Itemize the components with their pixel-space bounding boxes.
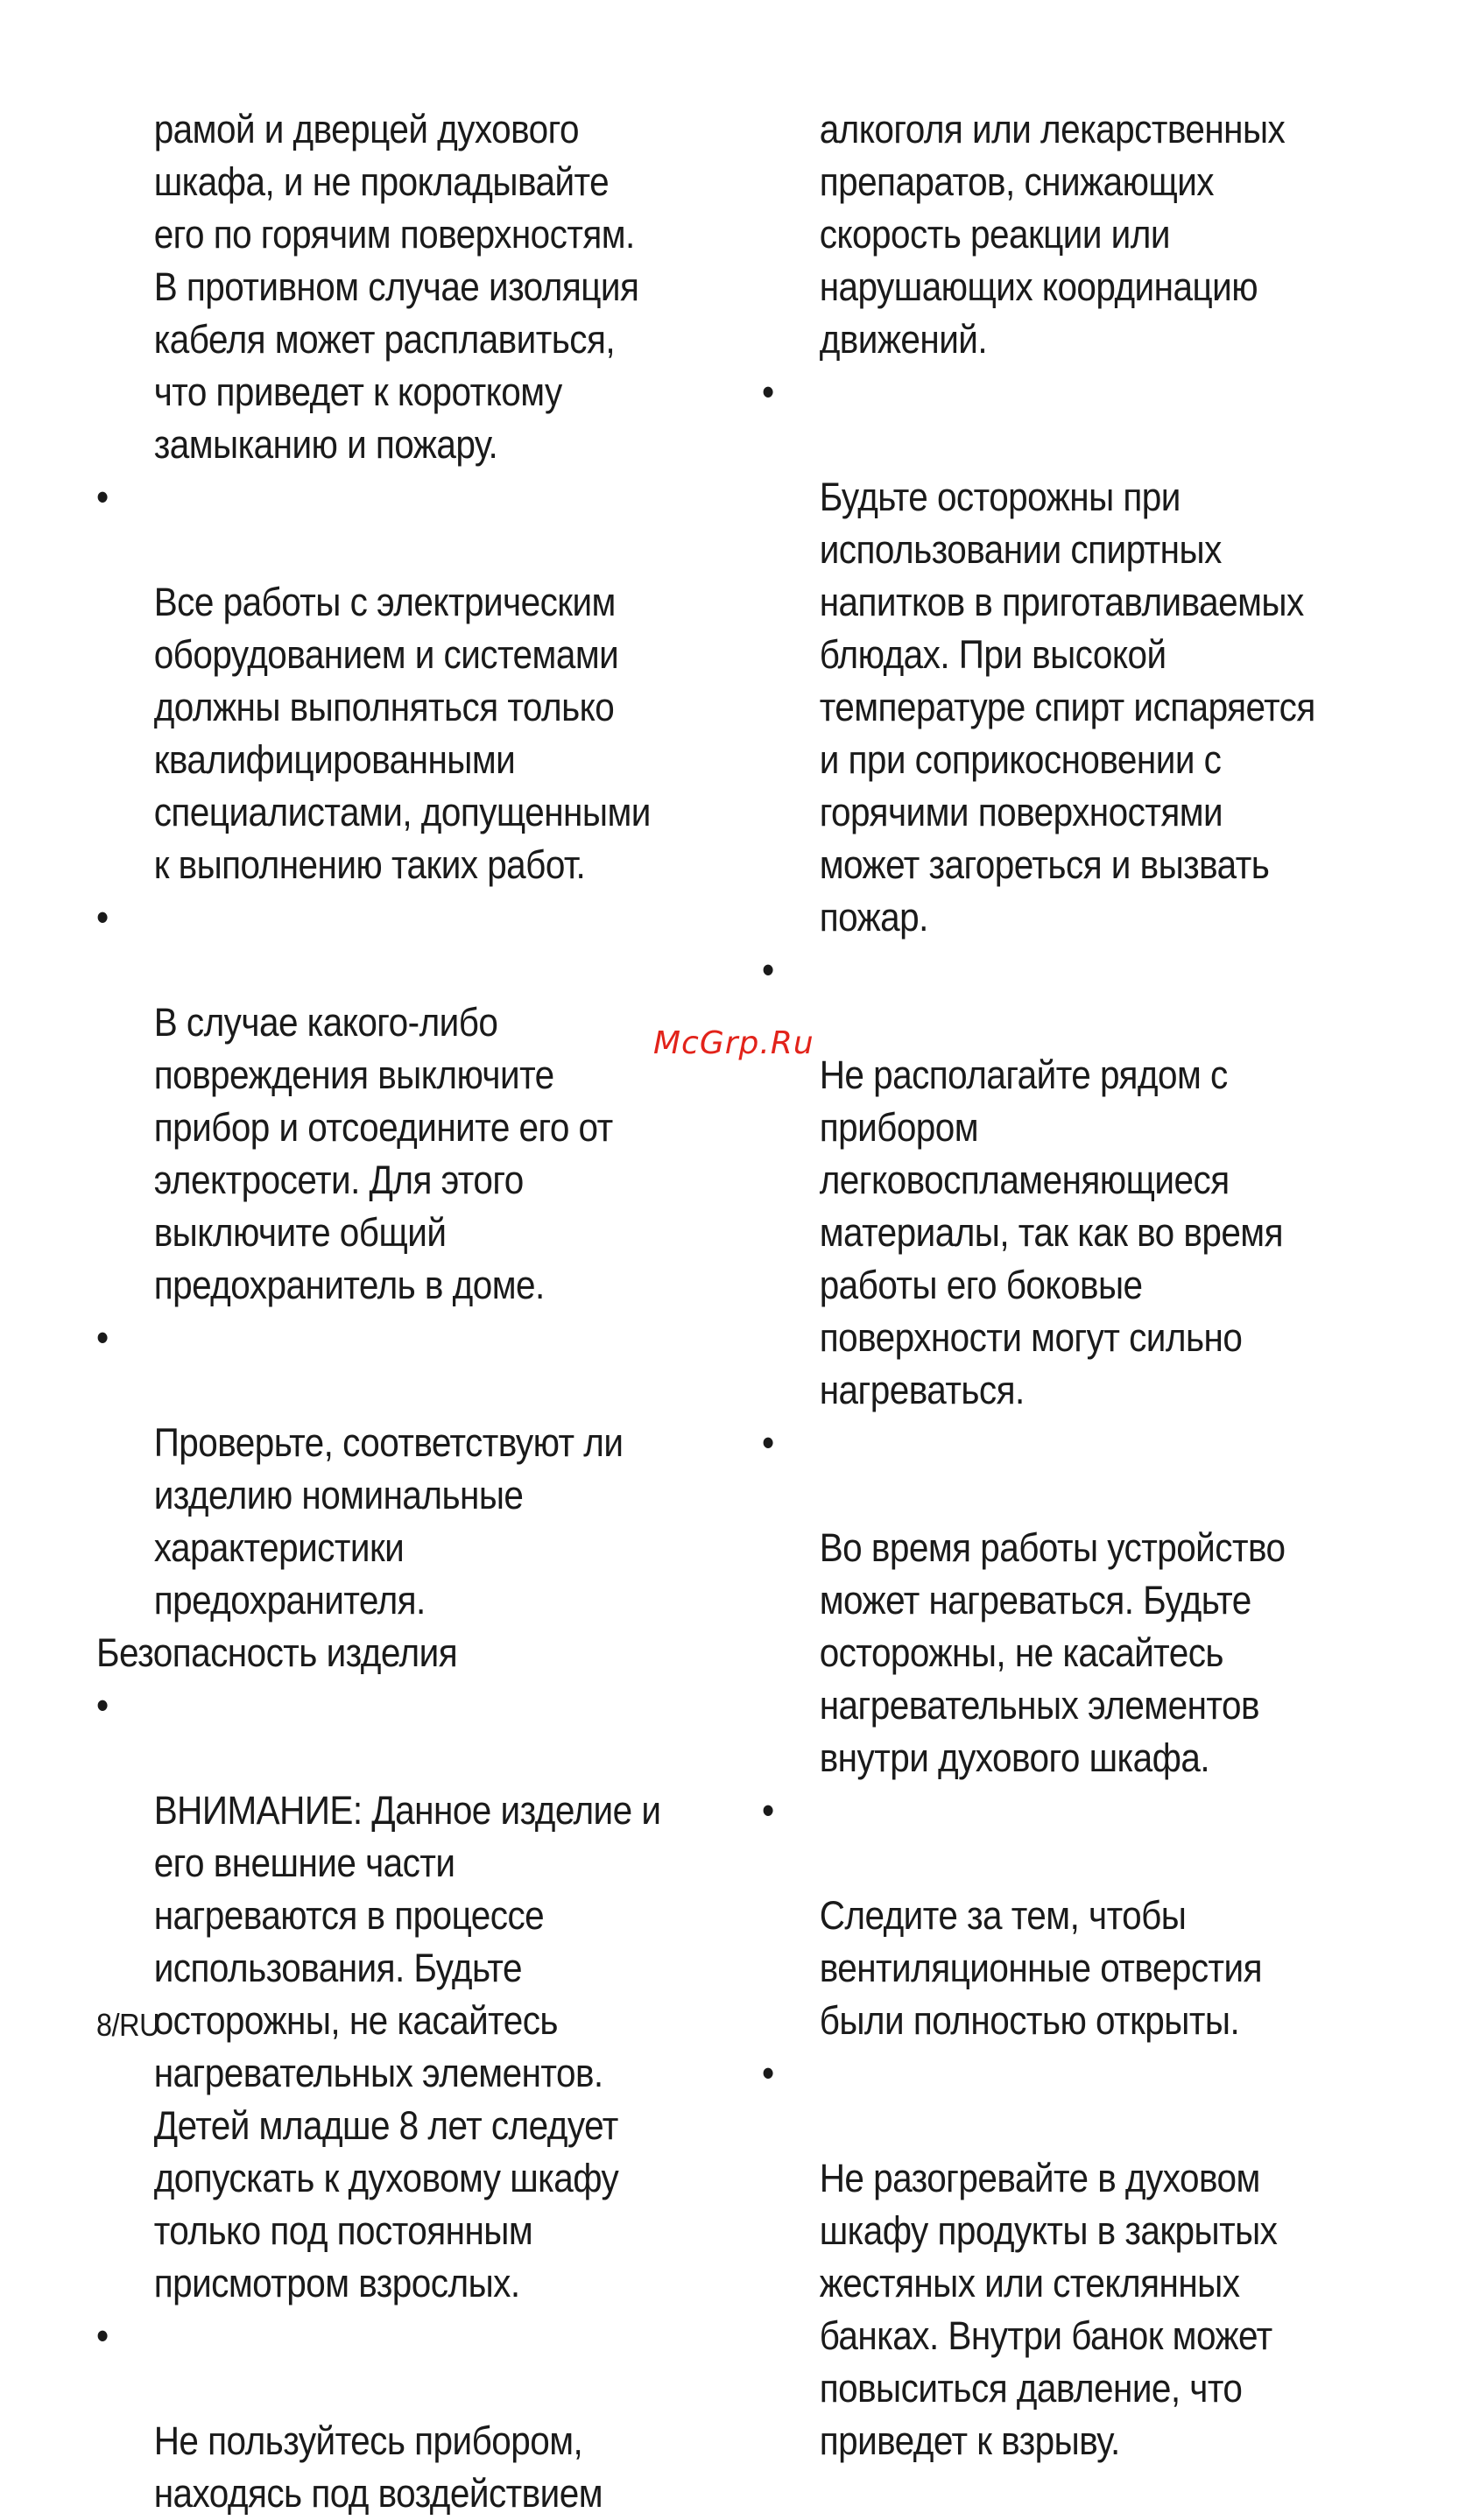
bullet-icon: • xyxy=(762,2051,774,2095)
list-item-text: В случае какого-либо повреждения выключите прибор и отсоедините его от электросети. Для этого выключите общий предохранитель в доме. xyxy=(153,1000,613,1307)
list-item xyxy=(96,2310,664,2520)
list-item xyxy=(96,891,664,1312)
list-item xyxy=(96,1679,664,2310)
list-item xyxy=(96,471,664,891)
left-column xyxy=(96,103,664,2520)
section-heading: Безопасность изделия xyxy=(96,1630,458,1675)
list-item-text: Во время работы устройство может нагреваться. Будьте осторожны, не касайтесь нагревательных элементов внутри духового шкафа. xyxy=(819,1525,1286,1780)
list-item-text: ВНИМАНИЕ: Данное изделие и его внешние части нагреваются в процессе использования. Будьте осторожны, не касайтесь нагревательных элементов. Детей младше 8 лет следует допускать к духовому шкафу только под постоянным присмотром взрослых. xyxy=(153,1788,661,2305)
page-number: 8/RU xyxy=(96,2007,160,2043)
list-item xyxy=(96,1312,664,1627)
bullet-icon: • xyxy=(96,475,109,519)
list-item xyxy=(762,366,1329,944)
left-intro-paragraph: рамой и дверцей духового шкафа, и не прокладывайте его по горячим поверхностям. В противном случае изоляция кабеля может расплавиться, что приведет к короткому замыканию и пожару. xyxy=(153,107,639,467)
list-item-text: Не разогревайте в духовом шкафу продукты в закрытых жестяных или стеклянных банках. Внутри банок может повыситься давление, что приведет к взрыву. xyxy=(819,2156,1278,2463)
list-item-text: Следите за тем, чтобы вентиляционные отверстия были полностью открыты. xyxy=(819,1893,1263,2043)
list-item xyxy=(762,1417,1329,1784)
bullet-icon: • xyxy=(762,947,774,992)
bullet-icon: • xyxy=(96,2313,109,2358)
list-item-text: Все работы с электрическим оборудованием и системами должны выполняться только квалифицированными специалистами, допущенными к выполнению таких работ. xyxy=(153,580,651,887)
list-item-text: Не пользуйтесь прибором, находясь под воздействием xyxy=(153,2418,603,2516)
list-item xyxy=(762,2047,1329,2467)
list-item-text: Проверьте, соответствуют ли изделию номинальные характеристики предохранителя. xyxy=(153,1420,624,1623)
bullet-icon: • xyxy=(762,1420,774,1465)
bullet-icon: • xyxy=(96,1683,109,1728)
watermark: McGrp.Ru xyxy=(653,1025,814,1061)
bullet-icon: • xyxy=(762,1788,774,1833)
bullet-icon: • xyxy=(96,895,109,940)
bullet-icon: • xyxy=(96,1315,109,1360)
list-item xyxy=(762,1784,1329,2047)
bullet-icon: • xyxy=(762,370,774,414)
list-item xyxy=(762,944,1329,1417)
right-intro-paragraph: алкоголя или лекарственных препаратов, снижающих скорость реакции или нарушающих координацию движений. xyxy=(819,107,1286,362)
right-column xyxy=(762,103,1329,2467)
list-item-text: Будьте осторожны при использовании спиртных напитков в приготавливаемых блюдах. При высокой температуре спирт испаряется и при соприкосновении с горячими поверхностями может загореться и вызвать пожар. xyxy=(819,475,1315,940)
list-item-text: Не располагайте рядом с прибором легковоспламеняющиеся материалы, так как во время работы его боковые поверхности могут сильно нагреваться. xyxy=(819,1052,1284,1412)
